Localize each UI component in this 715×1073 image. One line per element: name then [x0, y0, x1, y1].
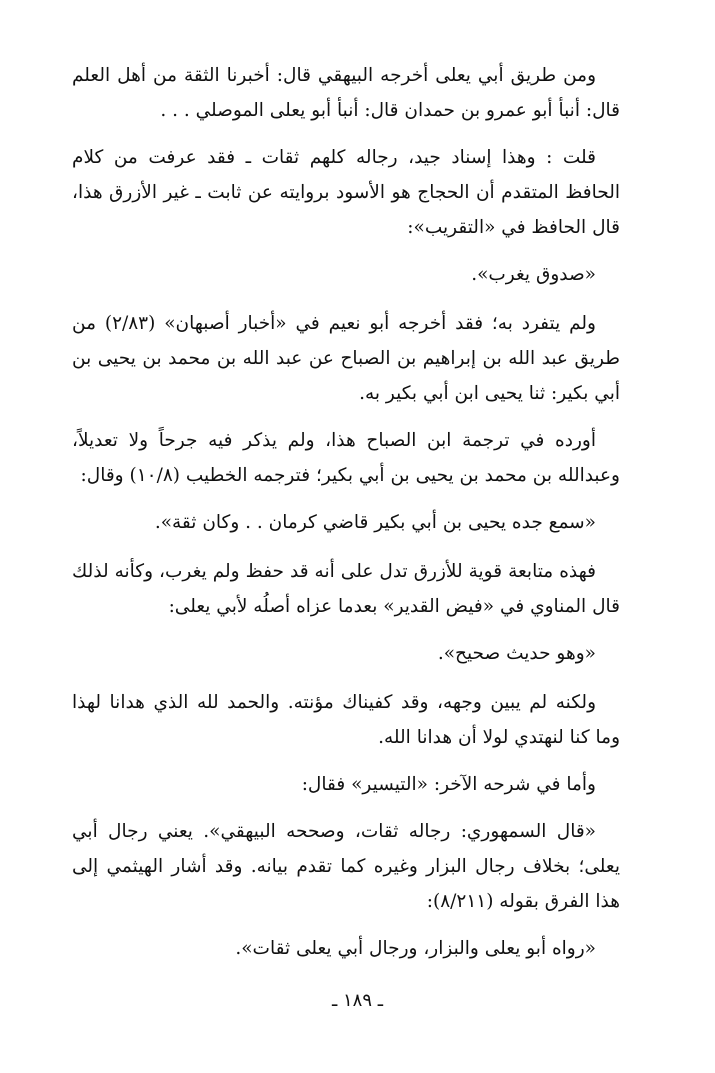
paragraph-samhuri: «قال السمهوري: رجاله ثقات، وصححه البيهقي». يعني رجال أبي يعلى؛ بخلاف رجال البزار وغيره كما تقدم بيانه. وقد أشار الهيثمي إلى هذا الفرق بقوله (٨/٢١١): — [72, 821, 620, 912]
page-body — [72, 58, 620, 980]
paragraph-ibn-sabbah: أورده في ترجمة ابن الصباح هذا، ولم يذكر فيه جرحاً ولا تعديلاً، وعبدالله بن محمد بن يحيى بن أبي بكير؛ فترجمه الخطيب (١٠/٨) وقال: — [72, 430, 620, 486]
quote-faid-al-qadir: «وهو حديث صحيح». — [437, 643, 596, 664]
paragraph-taysir: وأما في شرحه الآخر: «التيسير» فقال: — [301, 774, 596, 795]
paragraph-isnad-assessment: قلت : وهذا إسناد جيد، رجاله كلهم ثقات ـ فقد عرفت من كلام الحافظ المتقدم أن الحجاج هو الأسود بروايته عن ثابت ـ غير الأزرق هذا، قال الحافظ في «التقريب»: — [72, 147, 620, 238]
paragraph-hamd: ولكنه لم يبين وجهه، وقد كفيناك مؤنته. والحمد لله الذي هدانا لهذا وما كنا لنهتدي لولا أن هدانا الله. — [72, 692, 620, 748]
paragraph-abu-nuaym: ولم يتفرد به؛ فقد أخرجه أبو نعيم في «أخبار أصبهان» (٢/٨٣) من طريق عبد الله بن إبراهيم بن الصباح عن عبد الله بن محمد بن يحيى بن أبي بكير: ثنا يحيى ابن أبي بكير به. — [72, 313, 620, 404]
paragraph-mutabaa: فهذه متابعة قوية للأزرق تدل على أنه قد حفظ ولم يغرب، وكأنه لذلك قال المناوي في «فيض القدير» بعدما عزاه أصلُه لأبي يعلى: — [72, 561, 620, 617]
quote-khatib: «سمع جده يحيى بن أبي بكير قاضي كرمان . . وكان ثقة». — [154, 512, 596, 533]
quote-haythami: «رواه أبو يعلى والبزار، ورجال أبي يعلى ثقات». — [235, 938, 596, 959]
quote-taqrib: «صدوق يغرب». — [471, 264, 596, 285]
page-number: ـ ١٨٩ ـ — [331, 990, 383, 1011]
paragraph-isnad-abu-yala: ومن طريق أبي يعلى أخرجه البيهقي قال: أخبرنا الثقة من أهل العلم قال: أنبأ أبو عمرو بن حمدان قال: أنبأ أبو يعلى الموصلي . . . — [72, 65, 620, 121]
